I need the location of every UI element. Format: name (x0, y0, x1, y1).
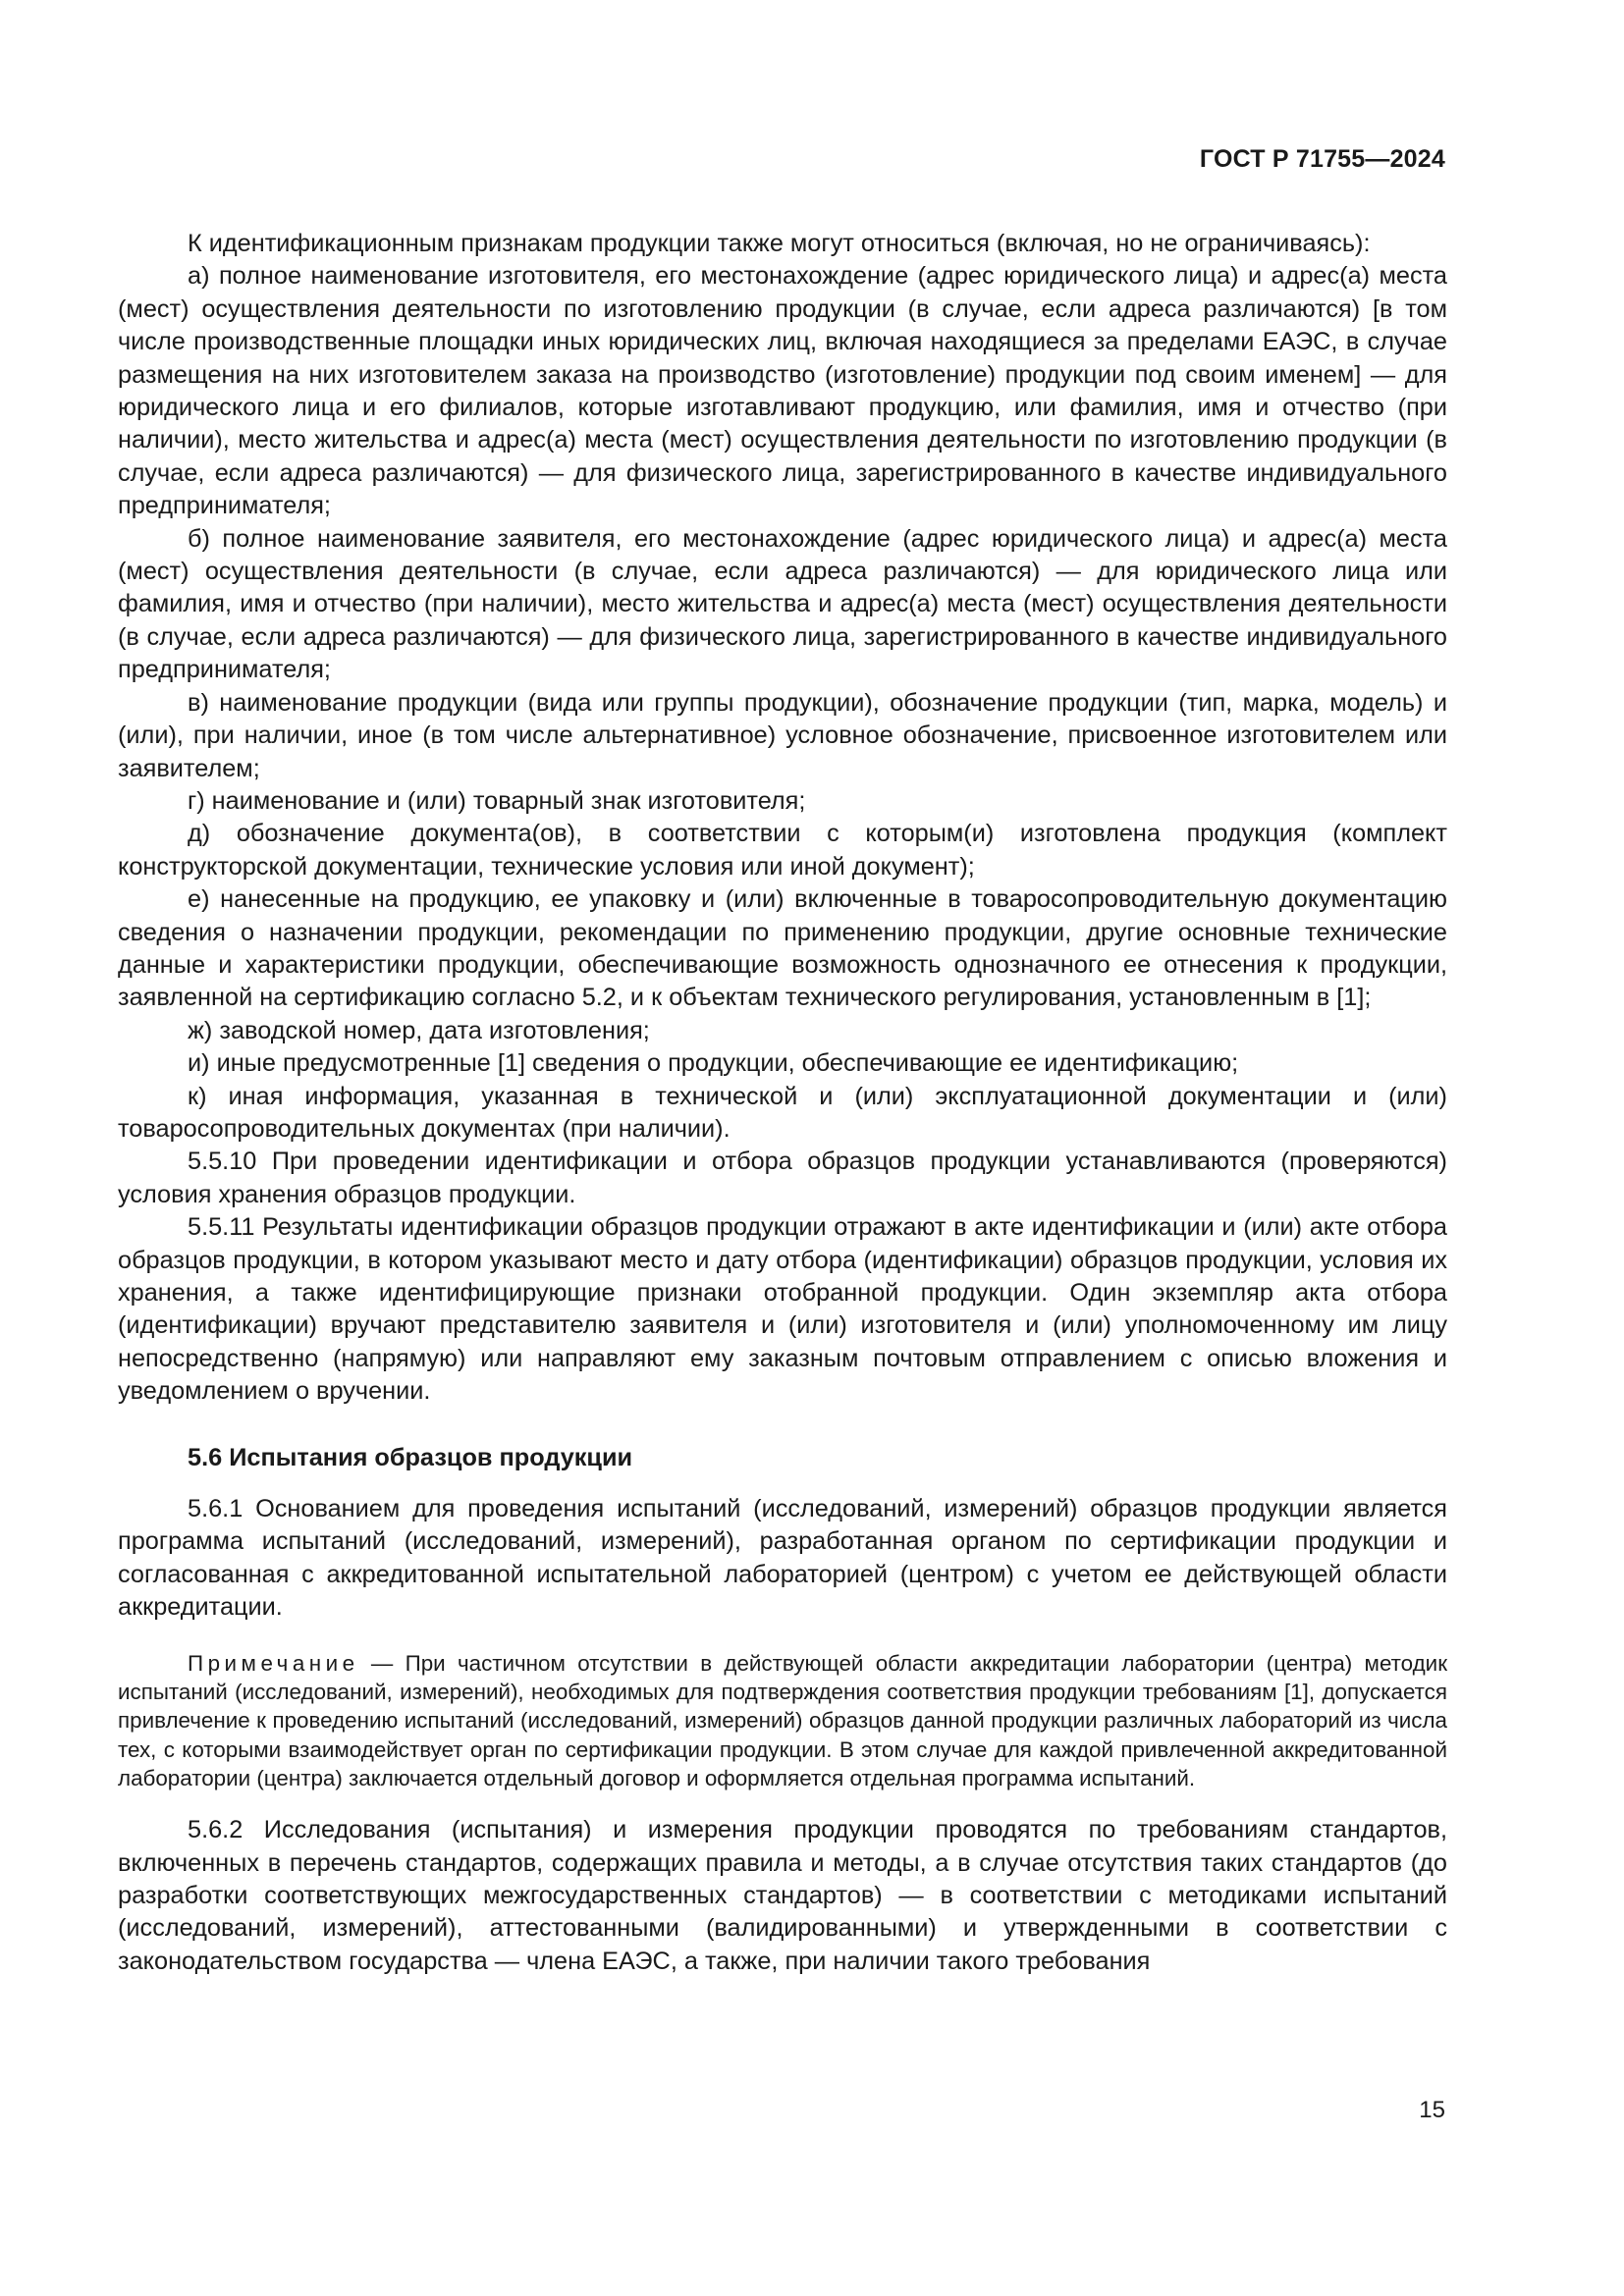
section-heading-5-6: 5.6 Испытания образцов продукции (188, 1443, 633, 1471)
list-item-e: е) нанесенные на продукцию, ее упаковку и (или) включенные в товаросопроводительную документацию сведения о назначении продукции, рекомендации по применению продукции, другие основные технические данные и характеристики продукции, обеспечивающие возможность однозначного ее отнесения к продукции, заявленной на сертификацию согласно 5.2, и к объектам технического регулирования, установленным в [1]; (118, 885, 1447, 1012)
clause-5-6-2: 5.6.2 Исследования (испытания) и измерения продукции проводятся по требованиям стандартов, включенных в перечень стандартов, содержащих правила и методы, а в случае отсутствия таких стандартов (до разработки соответствующих межгосударственных стандартов) — в соответствии с методиками испытаний (исследований, измерений), аттестованными (валидированными) и утвержденными в соответствии с законодательством государства — члена ЕАЭС, а также, при наличии такого требования (118, 1816, 1447, 1975)
clause-5-5-10: 5.5.10 При проведении идентификации и отбора образцов продукции устанавливаются (проверяются) условия хранения образцов продукции. (118, 1148, 1447, 1208)
list-item-g: г) наименование и (или) товарный знак изготовителя; (188, 786, 806, 815)
clause-5-5-11: 5.5.11 Результаты идентификации образцов продукции отражают в акте идентификации и (или) акте отбора образцов продукции, в котором указывают место и дату отбора (идентификации) образцов продукции, условия их хранения, а также идентифицирующие признаки отобранной продукции. Один экземпляр акта отбора (идентификации) вручают представителю заявителя и (или) изготовителя и (или) уполномоченному им лицу непосредственно (напрямую) или направляют ему заказным почтовым отправлением с описью вложения и уведомлением о вручении. (118, 1213, 1447, 1406)
list-item-k: к) иная информация, указанная в технической и (или) эксплуатационной документации и (или) товаросопроводительных документах (при наличии). (118, 1082, 1447, 1143)
note-label: Примечание (188, 1650, 359, 1676)
list-item-v: в) наименование продукции (вида или группы продукции), обозначение продукции (тип, марка, модель) и (или), при наличии, иное (в том числе альтернативное) условное обозначение, присвоенное изготовителем или заявителем; (118, 688, 1447, 782)
list-item-b: б) полное наименование заявителя, его местонахождение (адрес юридического лица) и адрес(а) места (мест) осуществления деятельности (в случае, если адреса различаются) — для юридического лица или фамилия, имя и отчество (при наличии), место жительства и адрес(а) места (мест) осуществления деятельности (в случае, если адреса различаются) — для физического лица, зарегистрированного в качестве индивидуального предпринимателя; (118, 524, 1447, 684)
page-number: 15 (1419, 2097, 1445, 2123)
note-text: — При частичном отсутствии в действующей области аккредитации лаборатории (центра) методик испытаний (исследований, измерений), необходимых для подтверждения соответствия продукции требованиям [1], допускается привлечение к проведению испытаний (исследований, измерений) образцов данной продукции различных лабораторий из числа тех, с которыми взаимодействует орган по сертификации продукции. В этом случае для каждой привлеченной аккредитованной лаборатории (центра) заключается отдельный договор и оформляется отдельная программа испытаний. (118, 1650, 1447, 1790)
note (118, 1649, 1447, 1792)
paragraph-intro: К идентификационным признакам продукции также могут относиться (включая, но не ограничиваясь): (188, 230, 1371, 257)
list-item-a: а) полное наименование изготовителя, его местонахождение (адрес юридического лица) и адрес(а) места (мест) осуществления деятельности по изготовлению продукции (в случае, если адреса различаются) [в том числе производственные площадки иных юридических лиц, включая находящиеся за пределами ЕАЭС, в случае размещения на них изготовителем заказа на производство (изготовление) продукции под своим именем] — для юридического лица и его филиалов, которые изготавливают продукцию, или фамилия, имя и отчество (при наличии), место жительства и адрес(а) места (мест) осуществления деятельности по изготовлению продукции (в случае, если адреса различаются) — для физического лица, зарегистрированного в качестве индивидуального предпринимателя; (118, 262, 1447, 520)
list-item-d: д) обозначение документа(ов), в соответствии с которым(и) изготовлена продукция (комплект конструкторской документации, технические условия или иной документ); (118, 820, 1447, 881)
list-item-zh: ж) заводской номер, дата изготовления; (188, 1016, 650, 1044)
document-header: ГОСТ Р 71755—2024 (1199, 145, 1445, 173)
clause-5-6-1: 5.6.1 Основанием для проведения испытаний (исследований, измерений) образцов продукции является программа испытаний (исследований, измерений), разработанная органом по сертификации продукции и согласованная с аккредитованной испытательной лабораторией (центром) с учетом ее действующей области аккредитации. (118, 1495, 1447, 1622)
document-body (118, 228, 1447, 1978)
list-item-i: и) иные предусмотренные [1] сведения о продукции, обеспечивающие ее идентификацию; (188, 1049, 1239, 1078)
